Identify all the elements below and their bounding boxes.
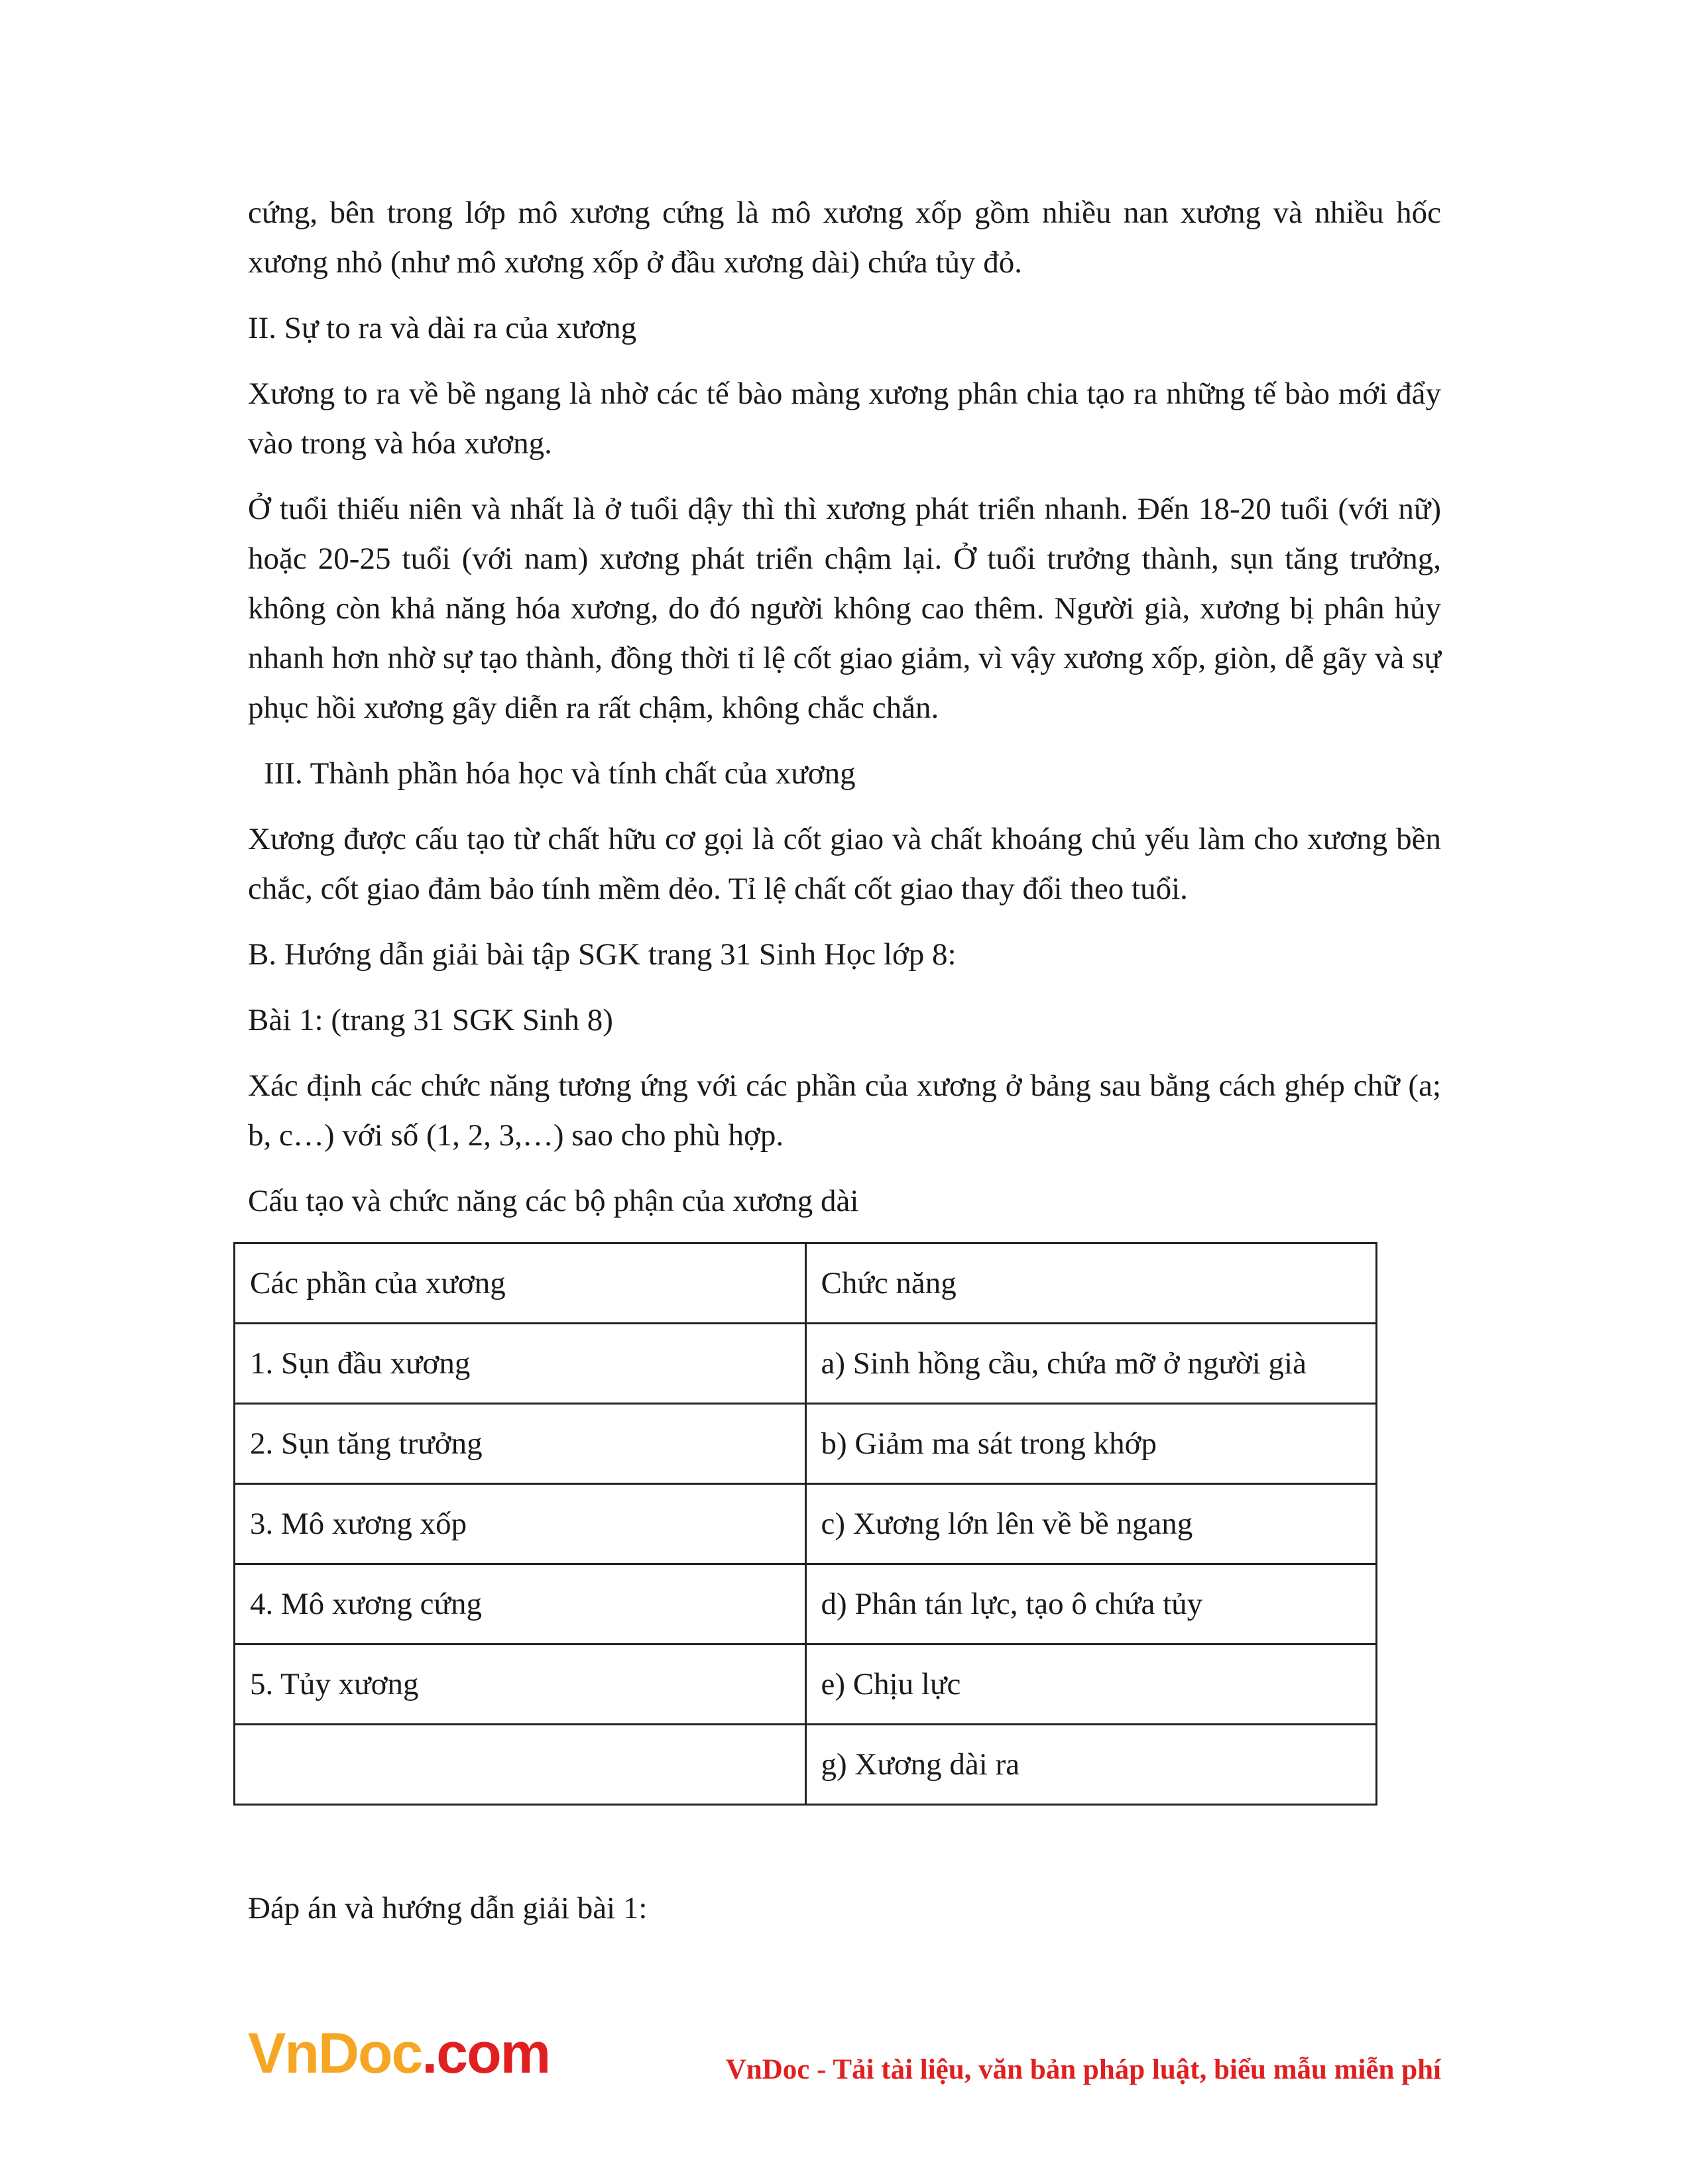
table-cell-part: 5. Tủy xương <box>235 1644 806 1725</box>
answer-heading: Đáp án và hướng dẫn giải bài 1: <box>248 1891 648 1925</box>
paragraph-bone-width-growth: Xương to ra về bề ngang là nhờ các tế bào màng xương phân chia tạo ra những tế bào mới đẩy vào trong và hóa xương. <box>248 376 1441 461</box>
table-row <box>235 1484 1377 1564</box>
section-heading-exercises: B. Hướng dẫn giải bài tập SGK trang 31 Sinh Học lớp 8: <box>248 937 957 972</box>
table-header-row <box>235 1243 1377 1324</box>
table-cell-function: a) Sinh hồng cầu, chứa mỡ ở người già <box>805 1324 1377 1404</box>
table-row <box>235 1564 1377 1644</box>
section-heading-growth: II. Sự to ra và dài ra của xương <box>248 311 637 345</box>
table-cell-function: e) Chịu lực <box>805 1644 1377 1725</box>
table-cell-function: b) Giảm ma sát trong khớp <box>805 1404 1377 1484</box>
footer-tagline: VnDoc - Tải tài liệu, văn bản pháp luật, biểu mẫu miễn phí <box>725 2054 1441 2085</box>
logo-text-com: .com <box>422 2022 550 2085</box>
paragraph-bone-structure: cứng, bên trong lớp mô xương cứng là mô xương xốp gồm nhiều nan xương và nhiều hốc xương nhỏ (như mô xương xốp ở đầu xương dài) chứa tủy đỏ. <box>248 196 1441 280</box>
table-row <box>235 1404 1377 1484</box>
table-header-cell: Các phần của xương <box>235 1243 806 1324</box>
paragraph-bone-age-development: Ở tuổi thiếu niên và nhất là ở tuổi dậy thì thì xương phát triển nhanh. Đến 18-20 tuổi (với nữ) hoặc 20-25 tuổi (với nam) xương phát triển chậm lại. Ở tuổi trưởng thành, sụn tăng trưởng, không còn khả năng hóa xương, do đó người không cao thêm. Người già, xương bị phân hủy nhanh hơn nhờ sự tạo thành, đồng thời tỉ lệ cốt giao giảm, vì vậy xương xốp, giòn, dễ gãy và sự phục hồi xương gãy diễn ra rất chậm, không chắc chắn. <box>248 492 1441 725</box>
table-cell-part: 2. Sụn tăng trưởng <box>235 1404 806 1484</box>
table-row <box>235 1324 1377 1404</box>
section-heading-composition: III. Thành phần hóa học và tính chất của xương <box>264 756 856 791</box>
table-cell-part: 3. Mô xương xốp <box>235 1484 806 1564</box>
table-cell-function: d) Phân tán lực, tạo ô chứa tủy <box>805 1564 1377 1644</box>
table-cell-part <box>235 1725 806 1805</box>
table-header-cell: Chức năng <box>805 1243 1377 1324</box>
table-cell-part: 1. Sụn đầu xương <box>235 1324 806 1404</box>
paragraph-bone-composition: Xương được cấu tạo từ chất hữu cơ gọi là cốt giao và chất khoáng chủ yếu làm cho xương bền chắc, cốt giao đảm bảo tính mềm dẻo. Tỉ lệ chất cốt giao thay đổi theo tuổi. <box>248 822 1441 906</box>
exercise-instructions: Xác định các chức năng tương ứng với các phần của xương ở bảng sau bằng cách ghép chữ (a; b, c…) với số (1, 2, 3,…) sao cho phù hợp. <box>248 1068 1441 1153</box>
logo-text-vndoc: VnDoc <box>248 2022 422 2085</box>
table-caption: Cấu tạo và chức năng các bộ phận của xương dài <box>248 1184 859 1218</box>
document-body <box>248 188 1441 1965</box>
exercise-title: Bài 1: (trang 31 SGK Sinh 8) <box>248 1003 613 1037</box>
vndoc-logo[interactable] <box>248 2020 550 2087</box>
page-footer <box>248 2020 1441 2093</box>
table-cell-part: 4. Mô xương cứng <box>235 1564 806 1644</box>
table-cell-function: g) Xương dài ra <box>805 1725 1377 1805</box>
table-cell-function: c) Xương lớn lên về bề ngang <box>805 1484 1377 1564</box>
bone-parts-table <box>233 1242 1377 1806</box>
table-row <box>235 1725 1377 1805</box>
table-row <box>235 1644 1377 1725</box>
